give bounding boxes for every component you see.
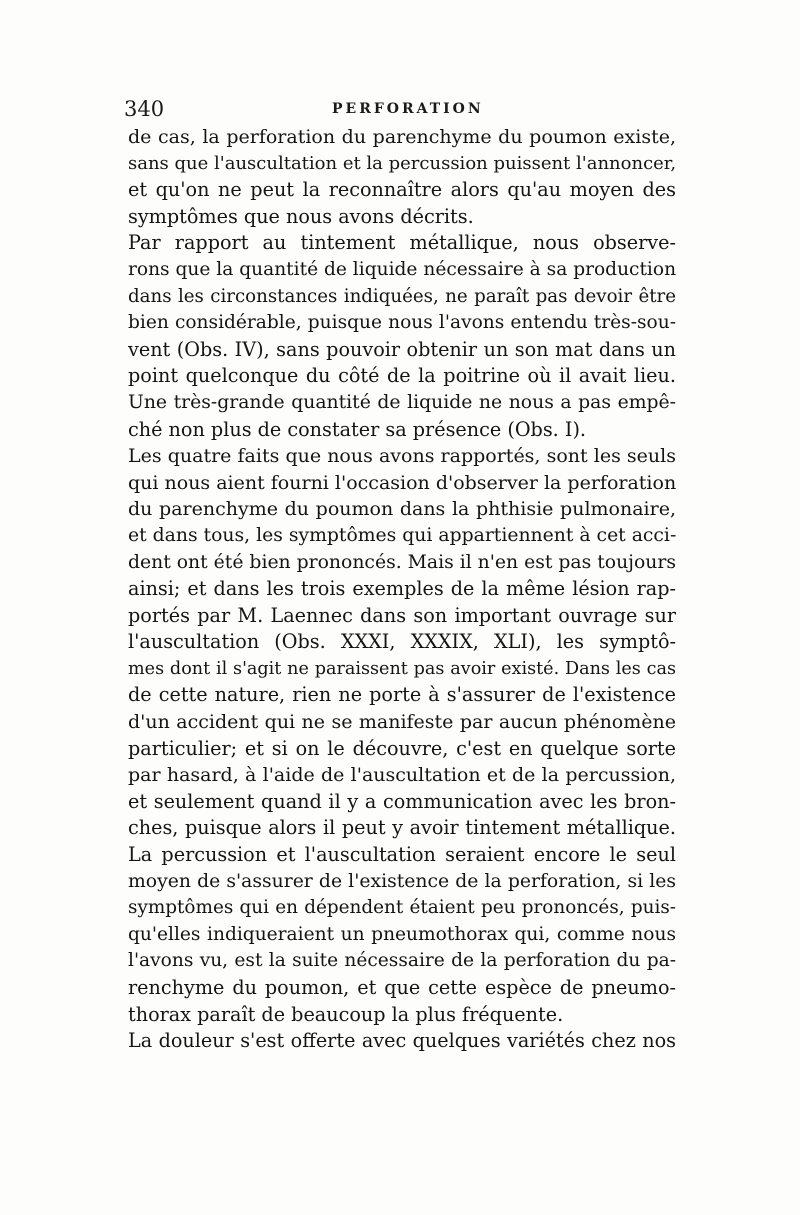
text-line: moyen de s'assurer de l'existence de la perforation, si les [128, 870, 676, 892]
text-line: Une très-grande quantité de liquide ne nous a pas empê- [128, 391, 676, 413]
text-line: qui nous aient fourni l'occasion d'observer la perforation [128, 471, 676, 494]
text-line: La percussion et l'auscultation seraient encore le seul [128, 843, 676, 867]
text-line: point quelconque du côté de la poitrine où il avait lieu. [128, 364, 676, 388]
text-line: symptômes que nous avons décrits. [128, 204, 474, 228]
text-line: Les quatre faits que nous avons rapportés, sont les seuls [128, 445, 676, 468]
page-number: 340 [124, 97, 165, 121]
text-line: particulier; et si on le découvre, c'est en quelque sorte [128, 736, 676, 760]
running-title: PERFORATION [332, 101, 484, 117]
text-line: ché non plus de constater sa présence (Obs. I). [128, 417, 587, 441]
text-line: ches, puisque alors il peut y avoir tintement métallique. [128, 816, 676, 840]
text-line: de cas, la perforation du parenchyme du poumon existe, [128, 126, 676, 148]
text-line: dans les circonstances indiquées, ne paraît pas devoir être [128, 285, 676, 307]
text-line: sans que l'auscultation et la percussion puissent l'annoncer, [128, 152, 676, 174]
text-line: et qu'on ne peut la reconnaître alors qu'au moyen des [128, 178, 676, 202]
text-line: mes dont il s'agit ne paraissent pas avoir existé. Dans les cas [128, 658, 676, 679]
text-line: l'avons vu, est la suite nécessaire de la perforation du pa- [128, 950, 676, 972]
text-line: de cette nature, rien ne porte à s'assurer de l'existence [128, 683, 676, 707]
body-text [128, 124, 676, 1055]
text-line: qu'elles indiqueraient un pneumothorax qui, comme nous [128, 923, 676, 945]
text-line: et seulement quand il y a communication avec les bron- [128, 789, 676, 813]
text-line: ainsi; et dans les trois exemples de la même lésion rap- [128, 577, 676, 601]
text-line: thorax paraît de beaucoup la plus fréquente. [128, 1002, 564, 1026]
text-line: rons que la quantité de liquide nécessaire à sa production [128, 258, 676, 280]
text-line: par hasard, à l'aide de l'auscultation et de la percussion, [128, 764, 676, 787]
text-line: l'auscultation (Obs. XXXI, XXXIX, XLI), les symptô- [128, 630, 676, 654]
text-line: bien considérable, puisque nous l'avons entendu très-sou- [128, 312, 676, 334]
text-line: du parenchyme du poumon dans la phthisie pulmonaire, [128, 498, 676, 521]
text-line: symptômes qui en dépendent étaient peu prononcés, puis- [128, 897, 676, 919]
text-line: d'un accident qui ne se manifeste par aucun phénomène [128, 711, 676, 734]
page-header [124, 94, 676, 124]
text-line: Par rapport au tintement métallique, nous observe- [128, 231, 676, 255]
text-line: vent (Obs. IV), sans pouvoir obtenir un son mat dans un [128, 337, 676, 361]
text-line: renchyme du poumon, et que cette espèce de pneumo- [128, 976, 676, 999]
text-line: portés par M. Laennec dans son important ouvrage sur [128, 603, 676, 627]
text-line: La douleur s'est offerte avec quelques variétés chez nos [128, 1029, 676, 1053]
text-line: dent ont été bien prononcés. Mais il n'en est pas toujours [128, 551, 676, 573]
text-line: et dans tous, les symptômes qui appartiennent à cet acci- [128, 524, 676, 546]
